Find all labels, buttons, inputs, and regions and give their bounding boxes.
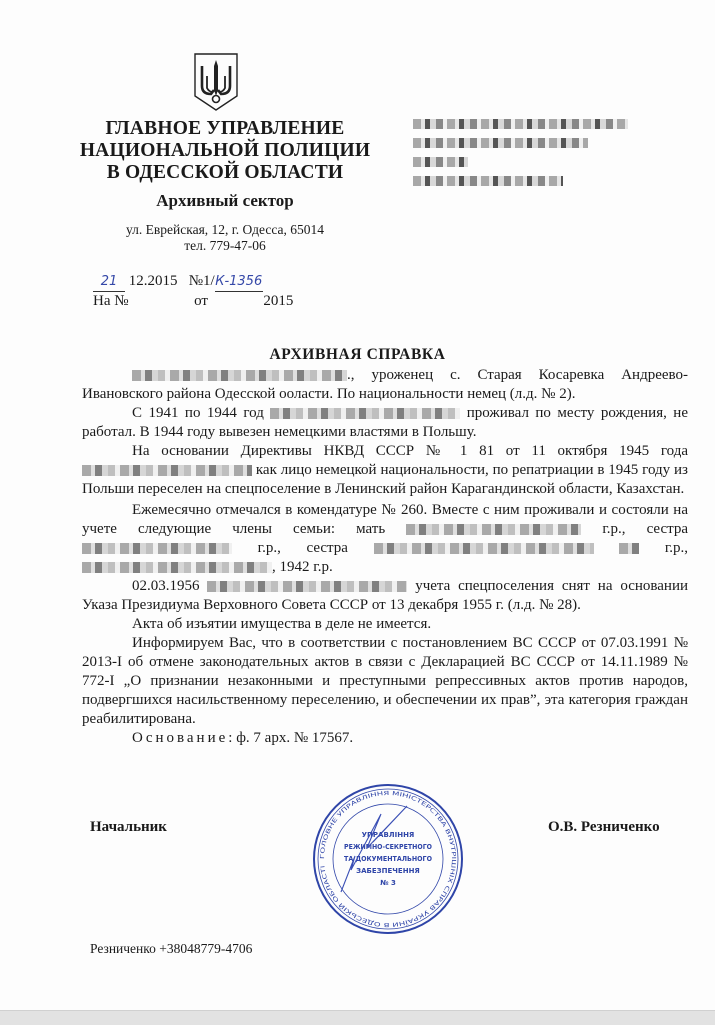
reference-line xyxy=(93,292,293,310)
redacted-name xyxy=(270,408,460,419)
signatory-position: Начальник xyxy=(90,819,167,835)
redacted-name xyxy=(132,370,347,381)
paragraph: Ежемесячно отмечался в комендатуре № 260. Вместе с ним проживали и состояли на учете следующие члены семьи: мать г.р., сестра г.р., сестра г.р., , 1942 г.р. xyxy=(82,502,689,575)
organization-name xyxy=(70,118,380,184)
stamp-line: РЕЖИМНО-СЕКРЕТНОГО xyxy=(344,843,433,851)
paragraph: С 1941 по 1944 год проживал по месту рождения, не работал. В 1944 году вывезен немецкими властями в Польшу. xyxy=(82,405,688,440)
paragraph: 02.03.1956 учета спецпоселения снят на основании Указа Президиума Верховного Совета СССР от 13 декабря 1955 г. (л.д. № 28). xyxy=(82,578,689,613)
org-line: ГЛАВНОЕ УПРАВЛЕНИЕ xyxy=(105,118,345,139)
document-body xyxy=(82,366,688,748)
stamp-ring-text: ГОЛОВНЕ УПРАВЛІННЯ МІНІСТЕРСТВА ВНУТРІШНІХ СПРАВ УКРАЇНИ В ОДЕСЬКІЙ ОБЛАСТІ xyxy=(319,790,457,928)
ref-label: На № xyxy=(93,293,129,309)
paragraph: Информируем Вас, что в соответствии с постановлением ВС СССР от 07.03.1991 № 2013-I об отмене законодательных актов в связи с Декларацией ВС СССР от 14.11.1989 № 772-I „О признании незаконными и преступными репрессивных актов против народов, подвергшихся насильственному переселению, и обеспечении их прав”, эта категория граждан реабилитирована. xyxy=(82,635,688,727)
redacted-name xyxy=(406,524,581,535)
paragraph: Акта об изъятии имущества в деле не имеется. xyxy=(132,616,432,632)
handwritten-number: К-1356 xyxy=(215,273,263,292)
stamp-line: УПРАВЛІННЯ xyxy=(361,831,415,839)
ref-year: 2015 xyxy=(263,293,294,309)
redacted-name xyxy=(82,465,252,476)
address: ул. Еврейская, 12, г. Одесса, 65014 xyxy=(126,222,324,237)
from-label: от xyxy=(194,293,208,309)
redacted-name xyxy=(82,562,272,573)
signatory-name: О.В. Резниченко xyxy=(548,819,660,835)
stamp-line: ЗАБЕЗПЕЧЕННЯ xyxy=(356,867,420,875)
phone: тел. 779-47-06 xyxy=(184,238,266,253)
trident-coat-of-arms-icon xyxy=(193,52,239,112)
registration-number-prefix: №1/ xyxy=(188,273,215,289)
redacted-year xyxy=(619,543,639,554)
redacted-name xyxy=(374,543,594,554)
contact-footer: Резниченко +38048779-4706 xyxy=(90,941,253,956)
registration-date: 12.2015 xyxy=(128,273,178,289)
registration-line xyxy=(93,272,263,292)
stamp-line: ТА ДОКУМЕНТАЛЬНОГО xyxy=(344,855,433,863)
viewer-bottom-bar xyxy=(0,1010,715,1025)
handwritten-day: 21 xyxy=(93,273,125,292)
paragraph: На основании Директивы НКВД СССР № 1 81 от 11 октября 1945 года как лицо немецкой национальности, по репатриации в 1945 году из Польши переселен на спецпоселение в Ленинский район Карагандинской области, Казахстан. xyxy=(82,443,688,497)
recipient-block-redacted xyxy=(413,117,643,193)
redacted-name xyxy=(207,581,407,592)
redacted-name xyxy=(82,543,232,554)
official-stamp xyxy=(305,784,471,934)
sector-name: Архивный сектор xyxy=(156,191,294,210)
org-line: НАЦИОНАЛЬНОЙ ПОЛИЦИИ xyxy=(79,140,371,161)
org-line: В ОДЕССКОЙ ОБЛАСТИ xyxy=(106,162,344,183)
document-title: АРХИВНАЯ СПРАВКА xyxy=(269,346,446,363)
basis-line: Основание: ф. 7 арх. № 17567. xyxy=(132,730,354,746)
stamp-line: № 3 xyxy=(380,879,396,887)
paragraph: ., уроженец с. Старая Косаревка Андреево-Ивановского района Одесской ооласти. По национальности немец (л.д. № 2). xyxy=(82,367,688,402)
